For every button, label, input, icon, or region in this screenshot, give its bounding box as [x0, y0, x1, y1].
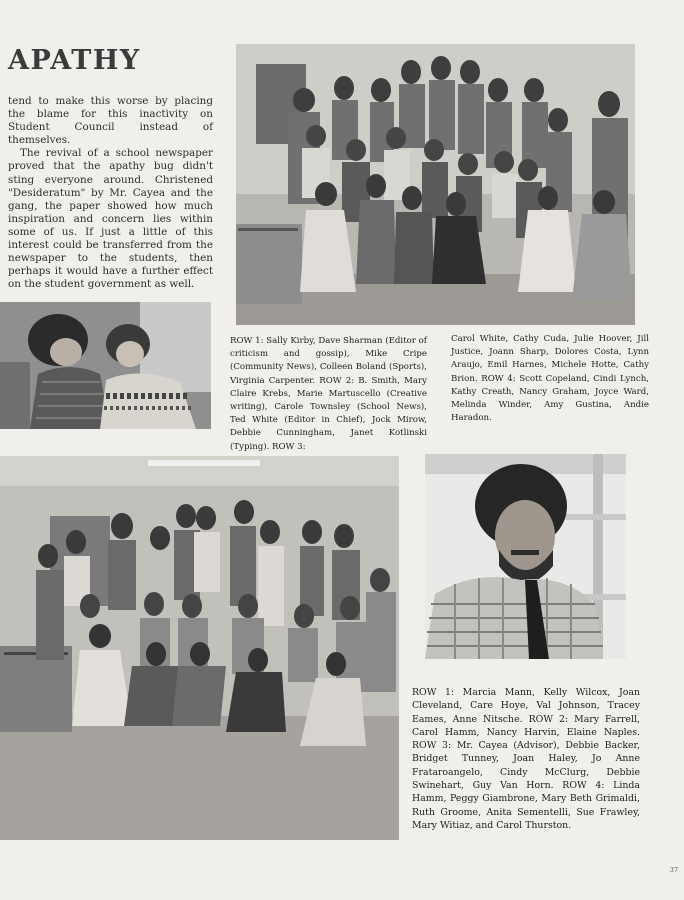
candid-students-photo [0, 302, 211, 429]
article-paragraph: The revival of a school newspaper proved that the apathy bug didn't sting everyone around. Christened "Desideratum" by Mr. Cayea and the gang, the paper showed how much inspiration and concern lies within some of us. If just a little of this interest could be transferred from the newspaper to the students, then perhaps it would have a further effect on the student government as well. [8, 147, 213, 291]
page-headline: APATHY [8, 45, 141, 76]
article-paragraph: tend to make this worse by placing the blame for this inactivity on Student Council instead of themselves. [8, 95, 213, 147]
staff-caption-left-column: ROW 1: Sally Kirby, Dave Sharman (Editor of criticism and gossip), Mike Cripe (Community News), Colleen Boland (Sports), Virginia Carpenter. ROW 2: B. Smith, Mary Claire Krebs, Marie Martuscello (Creative writing), Carole Townsley (School News), Ted White (Editor in Chief), Jock Mirow, Debbie Cunningham, Janet Kotlinski (Typing). ROW 3: [230, 336, 427, 452]
newspaper-staff-group-photo-2 [0, 456, 399, 840]
page-number: 37 [669, 866, 678, 874]
newspaper-staff-group-photo-1 [236, 44, 635, 325]
article-text [8, 95, 213, 291]
staff-caption-right-column: Carol White, Cathy Cuda, Julie Hoover, Jill Justice, Joann Sharp, Dolores Costa, Lynn Araujo, Emil Harnes, Michele Hotte, Cathy Brion. ROW 4: Scott Copeland, Cindi Lynch, Kathy Creath, Nancy Graham, Joyce Ward, Melinda Winder, Amy Gustina, Andie Haradon. [451, 334, 649, 424]
advisor-portrait-photo [425, 454, 626, 659]
staff-caption-bottom: ROW 1: Marcia Mann, Kelly Wilcox, Joan Cleveland, Care Hoye, Val Johnson, Tracey Eames, Anne Nitsche. ROW 2: Mary Farrell, Carol Hamm, Nancy Harvin, Elaine Naples. ROW 3: Mr. Cayea (Advisor), Debbie Backer, Bridget Tunney, Joan Haley, Jo Anne Frataroangelo, Cindy McClurg, Debbie Swinehart, Guy Van Horn. ROW 4: Linda Hamm, Peggy Giambrone, Mary Beth Grimaldi, Ruth Groome, Anita Sementelli, Sue Frawley, Mary Witiaz, and Carol Thurston. [412, 687, 640, 831]
